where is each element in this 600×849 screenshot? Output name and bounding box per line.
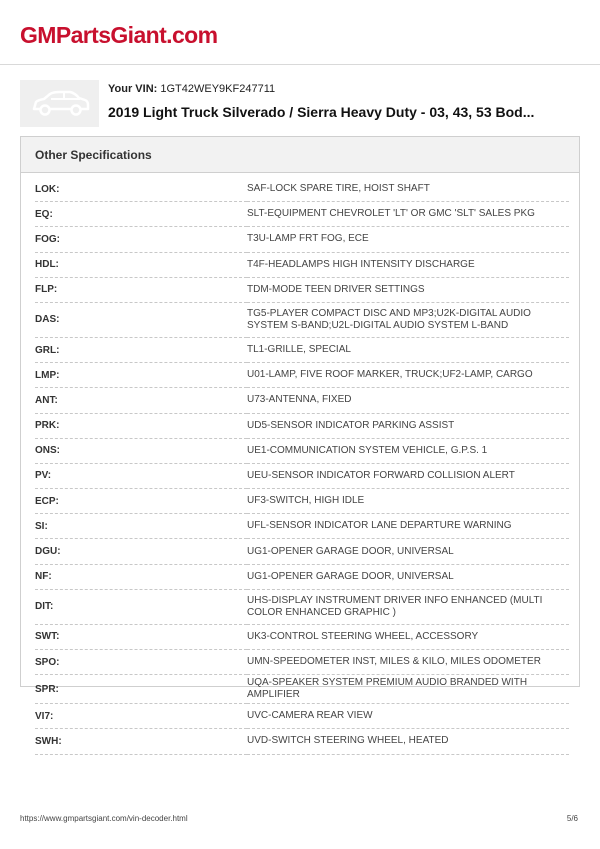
spec-description: UD5-SENSOR INDICATOR PARKING ASSIST <box>247 413 569 438</box>
spec-code: DIT: <box>35 589 247 624</box>
spec-code: LOK: <box>35 177 247 202</box>
spec-row <box>35 438 569 463</box>
spec-row <box>35 227 569 252</box>
spec-code: FOG: <box>35 227 247 252</box>
spec-description: TG5-PLAYER COMPACT DISC AND MP3;U2K-DIGITAL AUDIO SYSTEM S-BAND;U2L-DIGITAL AUDIO SYSTEM L-BAND <box>247 302 569 337</box>
spec-code: SI: <box>35 514 247 539</box>
vin-label: Your VIN: <box>108 83 158 95</box>
spec-row <box>35 202 569 227</box>
spec-description: UVC-CAMERA REAR VIEW <box>247 704 569 729</box>
spec-description: UEU-SENSOR INDICATOR FORWARD COLLISION ALERT <box>247 463 569 488</box>
spec-description: UF3-SWITCH, HIGH IDLE <box>247 489 569 514</box>
site-logo[interactable]: GMPartsGiant.com <box>20 22 218 48</box>
spec-code: SWT: <box>35 624 247 649</box>
spec-description: T4F-HEADLAMPS HIGH INTENSITY DISCHARGE <box>247 252 569 277</box>
spec-description: UE1-COMMUNICATION SYSTEM VEHICLE, G.P.S. 1 <box>247 438 569 463</box>
spec-description: T3U-LAMP FRT FOG, ECE <box>247 227 569 252</box>
spec-code: GRL: <box>35 337 247 362</box>
spec-row <box>35 252 569 277</box>
spec-description: UG1-OPENER GARAGE DOOR, UNIVERSAL <box>247 564 569 589</box>
spec-description: UVD-SWITCH STEERING WHEEL, HEATED <box>247 729 569 754</box>
spec-description: UQA-SPEAKER SYSTEM PREMIUM AUDIO BRANDED WITH AMPLIFIER <box>247 675 569 704</box>
spec-row <box>35 489 569 514</box>
spec-row <box>35 363 569 388</box>
spec-code: SPR: <box>35 675 247 704</box>
specs-table <box>35 177 569 755</box>
spec-code: EQ: <box>35 202 247 227</box>
vin-value: 1GT42WEY9KF247711 <box>160 83 276 95</box>
spec-code: SPO: <box>35 650 247 675</box>
vehicle-title: 2019 Light Truck Silverado / Sierra Heavy Duty - 03, 43, 53 Bod... <box>108 104 535 120</box>
spec-code: ANT: <box>35 388 247 413</box>
spec-code: LMP: <box>35 363 247 388</box>
page-number: 5/6 <box>566 814 578 823</box>
spec-row <box>35 177 569 202</box>
spec-code: HDL: <box>35 252 247 277</box>
spec-code: PV: <box>35 463 247 488</box>
specs-heading: Other Specifications <box>21 137 579 173</box>
other-specifications-panel <box>20 136 580 747</box>
spec-description: UHS-DISPLAY INSTRUMENT DRIVER INFO ENHANCED (MULTI COLOR ENHANCED GRAPHIC ) <box>247 589 569 624</box>
spec-row <box>35 624 569 649</box>
spec-description: UG1-OPENER GARAGE DOOR, UNIVERSAL <box>247 539 569 564</box>
vehicle-image-placeholder <box>20 80 99 127</box>
spec-row <box>35 675 569 704</box>
spec-description: SLT-EQUIPMENT CHEVROLET 'LT' OR GMC 'SLT' SALES PKG <box>247 202 569 227</box>
spec-row <box>35 729 569 754</box>
spec-row <box>35 564 569 589</box>
spec-row <box>35 277 569 302</box>
spec-code: PRK: <box>35 413 247 438</box>
spec-code: ECP: <box>35 489 247 514</box>
spec-description: U01-LAMP, FIVE ROOF MARKER, TRUCK;UF2-LAMP, CARGO <box>247 363 569 388</box>
spec-row <box>35 704 569 729</box>
spec-row <box>35 413 569 438</box>
spec-code: VI7: <box>35 704 247 729</box>
spec-description: SAF-LOCK SPARE TIRE, HOIST SHAFT <box>247 177 569 202</box>
car-icon <box>30 89 90 117</box>
spec-description: TL1-GRILLE, SPECIAL <box>247 337 569 362</box>
spec-code: DAS: <box>35 302 247 337</box>
spec-code: DGU: <box>35 539 247 564</box>
spec-row <box>35 463 569 488</box>
spec-code: NF: <box>35 564 247 589</box>
spec-row <box>35 589 569 624</box>
footer-url[interactable]: https://www.gmpartsgiant.com/vin-decoder.html <box>20 814 188 823</box>
spec-code: ONS: <box>35 438 247 463</box>
header-divider <box>0 64 600 65</box>
spec-row <box>35 539 569 564</box>
spec-description: UK3-CONTROL STEERING WHEEL, ACCESSORY <box>247 624 569 649</box>
spec-code: SWH: <box>35 729 247 754</box>
spec-description: UFL-SENSOR INDICATOR LANE DEPARTURE WARNING <box>247 514 569 539</box>
spec-row <box>35 388 569 413</box>
spec-row <box>35 650 569 675</box>
spec-description: UMN-SPEEDOMETER INST, MILES & KILO, MILES ODOMETER <box>247 650 569 675</box>
spec-description: U73-ANTENNA, FIXED <box>247 388 569 413</box>
spec-row <box>35 337 569 362</box>
spec-row <box>35 514 569 539</box>
spec-description: TDM-MODE TEEN DRIVER SETTINGS <box>247 277 569 302</box>
spec-row <box>35 302 569 337</box>
vin-line <box>108 83 275 95</box>
spec-code: FLP: <box>35 277 247 302</box>
